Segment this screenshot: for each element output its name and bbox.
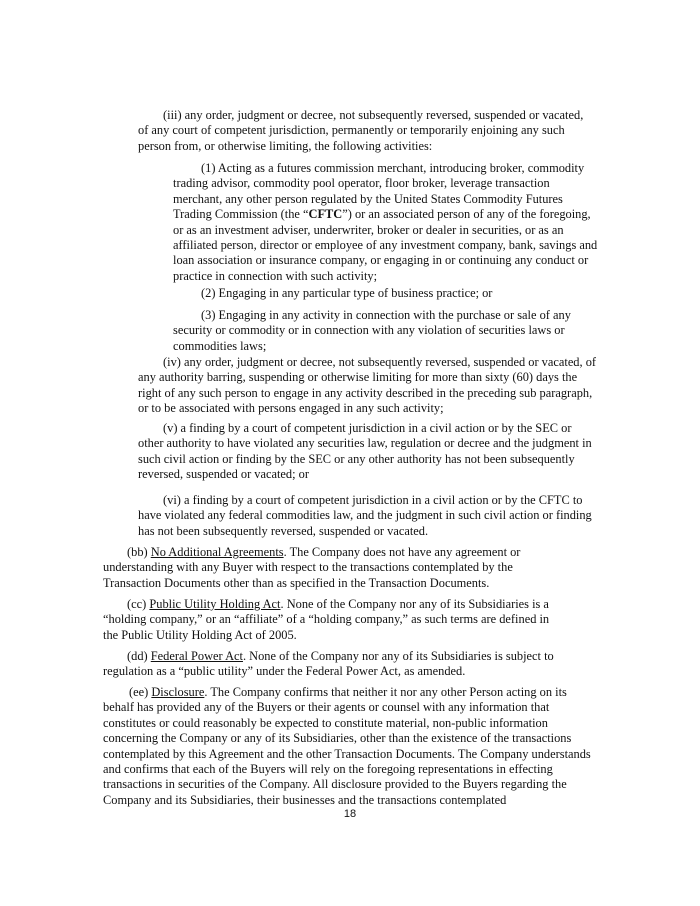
paragraph-vi: (vi) a finding by a court of competent jurisdiction in a civil action or by the CFTC to have violated any federal commodities law, and the judgment in such civil action or finding has not been subsequently reversed, suspended or vacated. [138,493,592,538]
section-bb [103,545,563,591]
section-cc [103,597,561,643]
section-cc-number: (cc) [127,597,150,611]
paragraph-2: (2) Engaging in any particular type of business practice; or [201,286,493,300]
section-dd-text: . None of the Company nor any of its Subsidiaries is subject to regulation as a “public utility” under the Federal Power Act, as amended. [103,649,554,679]
section-ee-title: Disclosure [151,685,205,699]
section-bb-title: No Additional Agreements [150,545,284,559]
section-cc-title: Public Utility Holding Act [149,597,281,611]
paragraph-1-text-b: ”) or an associated person of any of the foregoing, or as an investment adviser, underwriter, broker or dealer in securities, or as an affiliated person, director or employee of any investment company, bank, savings and loan association or insurance company, or engaging in or continuing any conduct or practice in connection with such activity; [173,207,598,283]
section-bb-number: (bb) [127,545,151,559]
section-dd-title: Federal Power Act [150,649,243,663]
section-cc-text: . None of the Company nor any of its Subsidiaries is a “holding company,” or an “affiliate” of a “holding company,” as such terms are defined in the Public Utility Holding Act of 2005. [103,597,550,642]
paragraph-iii: (iii) any order, judgment or decree, not subsequently reversed, suspended or vacated, of any court of competent jurisdiction, permanently or temporarily enjoining any such person from, or otherwise limiting, the following activities: [138,108,584,153]
paragraph-1-text-a: (1) Acting as a futures commission merchant, introducing broker, commodity trading advisor, commodity pool operator, floor broker, leverage transaction merchant, any other person regulated by the United States Commodity Futures Trading Commission (the “ [173,161,585,222]
section-bb-text: . The Company does not have any agreement or understanding with any Buyer with respect to the transactions contemplated by the Transaction Documents other than as specified in the Transaction Documents. [103,545,521,590]
page-number: 18 [343,808,357,820]
paragraph-iv: (iv) any order, judgment or decree, not subsequently reversed, suspended or vacated, of any authority barring, suspending or otherwise limiting for more than sixty (60) days the right of any such person to engage in any activity described in the preceding sub paragraph, or to be associated with persons engaged in any such activity; [138,355,597,416]
paragraph-v: (v) a finding by a court of competent jurisdiction in a civil action or by the SEC or other authority to have violated any securities law, regulation or decree and the judgment in such civil action or finding by the SEC or any other authority has not been subsequently reversed, suspended or vacated; or [138,421,592,482]
cftc-defined-term: CFTC [308,207,343,222]
section-dd [103,649,583,680]
paragraph-1 [173,161,599,284]
section-ee-number: (ee) [129,685,152,699]
paragraph-3: (3) Engaging in any activity in connection with the purchase or sale of any security or commodity or in connection with any violation of securities laws or commodities laws; [173,308,571,353]
section-ee-text: . The Company confirms that neither it nor any other Person acting on its behalf has provided any of the Buyers or their agents or counsel with any information that constitutes or could reasonably be expected to constitute material, non-public information concerning the Company or any of its Subsidiaries, other than the existence of the transactions contemplated by this Agreement and the other Transaction Documents. The Company understands and confirms that each of the Buyers will rely on the foregoing representations in effecting transactions in securities of the Company. All disclosure provided to the Buyers regarding the Company and its Subsidiaries, their businesses and the transactions contemplated [103,685,591,807]
section-ee [103,685,595,808]
section-dd-number: (dd) [127,649,151,663]
